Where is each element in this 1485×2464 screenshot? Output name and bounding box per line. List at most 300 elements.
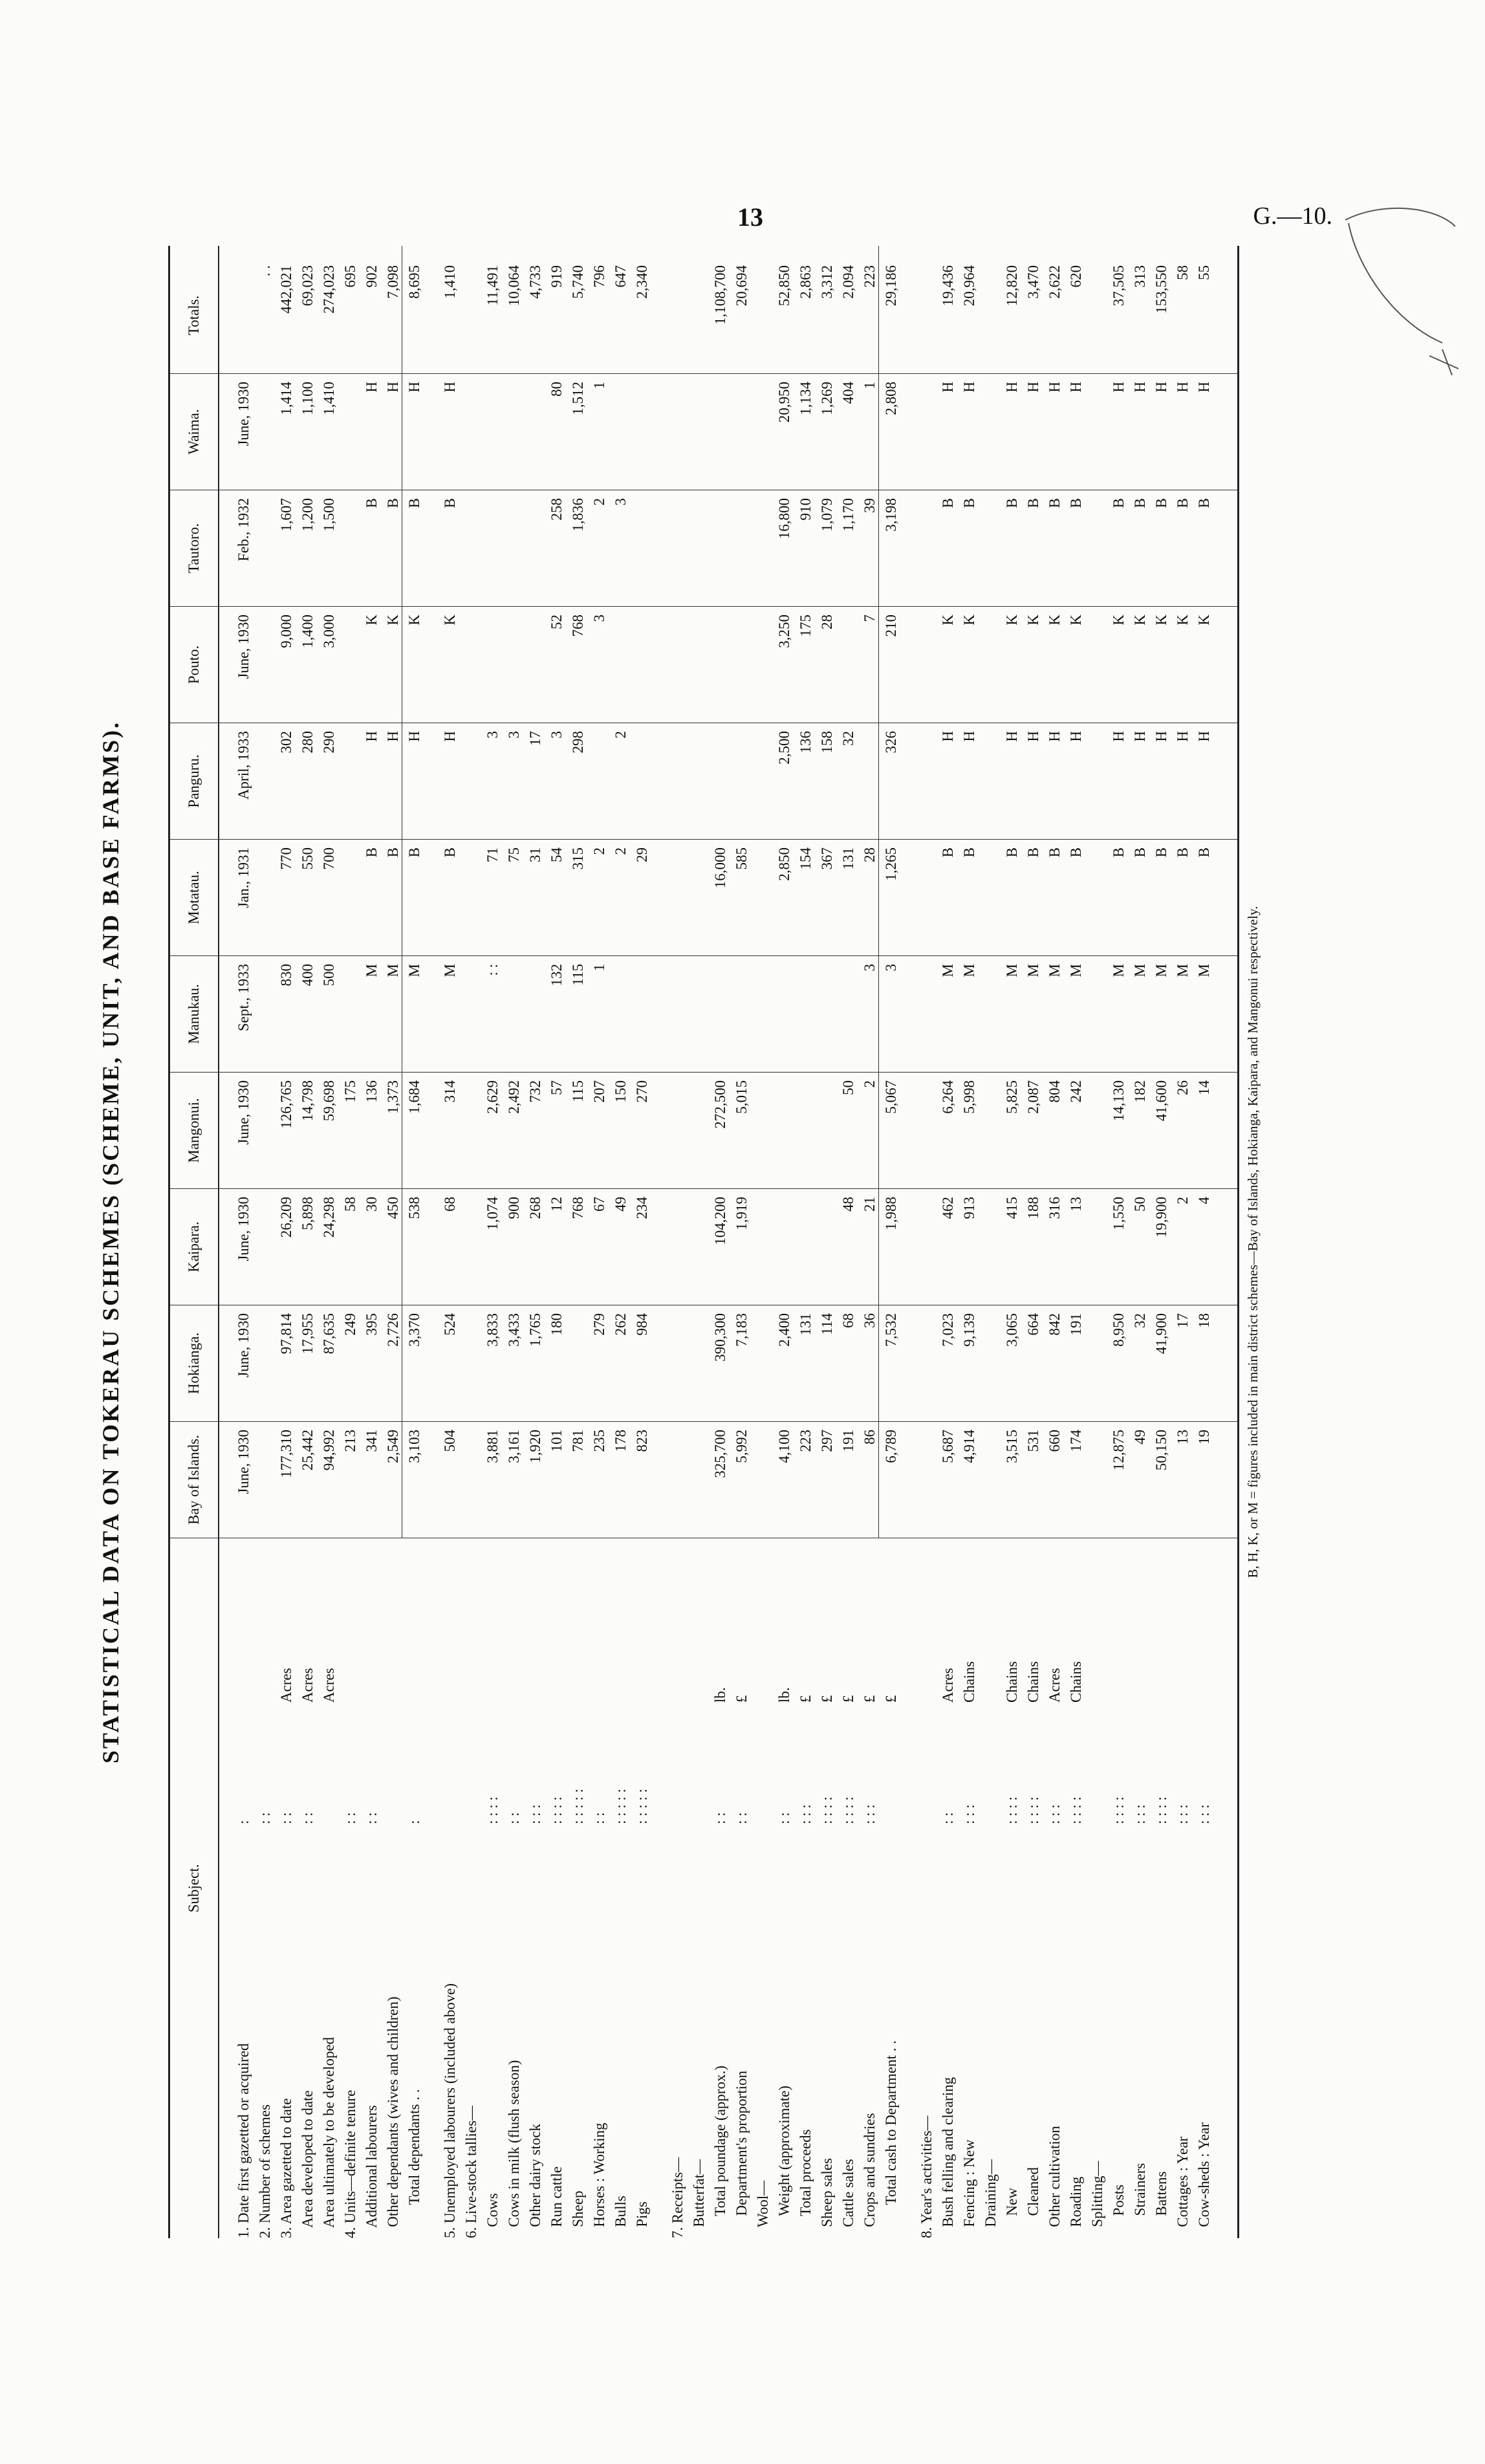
table-cell: 660 [1046,1430,1063,1452]
row-leader-dots: : : : : : [612,1789,629,1824]
table-cell: 2,094 [840,265,856,299]
table-cell: 52 [548,615,565,629]
table-cell: 7,098 [385,265,401,299]
table-cell: 390,300 [712,1313,728,1362]
table-cell: 1,919 [733,1197,750,1230]
table-cell: H [1132,382,1148,393]
table-cell: 442,021 [278,265,294,314]
table-cell: 3,198 [883,498,899,532]
table-cell: 68 [840,1313,856,1328]
table-cell: 71 [484,847,501,862]
table-cell: 210 [883,615,899,637]
table-cell: 188 [1025,1197,1041,1219]
table-cell: B [940,498,956,508]
table-cell: 20,694 [733,265,750,307]
table-cell: B [1025,498,1041,508]
table-cell: B [1111,847,1127,858]
table-row [569,246,587,2238]
table-cell: 153,550 [1153,265,1169,314]
table-cell: K [1132,615,1148,626]
table-cell: B [442,847,458,858]
table-cell: H [1111,382,1127,393]
margin-scribble [1332,194,1462,440]
table-cell: 16,800 [776,498,792,540]
table-cell: 20,964 [961,265,977,307]
table-cell: 3 [506,731,522,739]
row-unit: Chains [961,1661,977,1703]
table-row [918,246,936,2238]
table-cell: 178 [612,1430,629,1452]
table-cell: 768 [570,1197,586,1219]
table-cell: H [406,382,422,393]
row-unit: Acres [1046,1668,1063,1703]
table-cell: H [1004,382,1020,393]
table-cell: 2 [591,498,607,506]
table-cell: 39 [862,498,878,513]
table-cell: K [1175,615,1191,626]
table-cell: K [1196,615,1212,626]
table-cell: 1,684 [406,1080,422,1114]
table-cell: 2,340 [634,265,650,299]
row-subject: 4. Units—definite tenure [342,2089,358,2238]
table-cell: 768 [570,615,586,637]
table-cell: 8,695 [406,265,422,299]
table-cell: B [363,847,380,858]
row-unit: Acres [278,1668,294,1703]
table-cell: 36 [862,1313,878,1328]
table-cell: H [1153,382,1169,393]
table-row [1089,246,1107,2238]
table-cell: K [406,615,422,626]
table-cell: 316 [1046,1197,1063,1219]
row-subject: Additional labourers [363,2105,380,2238]
table-cell: 235 [591,1430,607,1452]
table-cell: : : [484,964,501,976]
table-cell: 325,700 [712,1430,728,1478]
table-row [462,246,481,2238]
table-cell: 13 [1068,1197,1084,1212]
row-leader-dots: : : [299,1812,316,1824]
table-cell: 8,950 [1111,1313,1127,1347]
table-cell: 4,100 [776,1430,792,1463]
table-cell: 3,161 [506,1430,522,1463]
table-cell: 1,988 [883,1197,899,1230]
table-cell: H [940,382,956,393]
table-row [754,246,772,2238]
header-column: Waima. [170,374,218,490]
row-subject: New [1004,2188,1020,2238]
table-cell: 7,532 [883,1313,899,1347]
table-row [363,246,381,2238]
table-cell: 191 [840,1430,856,1452]
table-cell: 2 [1175,1197,1191,1205]
row-subject: Total poundage (approx.) [712,2066,728,2238]
table-row [982,246,1000,2238]
table-cell: 2,087 [1025,1080,1041,1114]
table-row [960,246,979,2238]
table-cell: 150 [612,1080,629,1103]
table-cell: 823 [634,1430,650,1452]
table-cell: M [961,964,977,977]
table-cell: 104,200 [712,1197,728,1245]
table-cell: 620 [1068,265,1084,288]
table-cell: M [406,964,422,977]
table-cell: 14,130 [1111,1080,1127,1122]
row-unit: £ [840,1695,856,1703]
table-cell: H [940,731,956,742]
table-cell: M [1068,964,1084,977]
table-cell: K [442,615,458,626]
row-leader-dots: : [235,1820,252,1824]
row-subject: Splitting— [1089,2161,1105,2238]
row-unit: £ [862,1695,878,1703]
row-unit: Acres [940,1668,956,1703]
table-cell: Sept., 1933 [235,964,252,1032]
header-column: Tautoro. [170,490,218,607]
table-cell: M [442,964,458,977]
row-subject: Total cash to Department . . [883,2040,899,2238]
table-cell: H [1046,731,1063,742]
table-cell: 21 [862,1197,878,1212]
table-row [1174,246,1192,2238]
row-unit: Chains [1068,1661,1084,1703]
row-subject: 6. Live-stock tallies— [463,2105,479,2238]
header-subject: Subject. [186,1864,202,1913]
table-cell: 341 [363,1430,380,1452]
table-cell: 249 [342,1313,358,1336]
table-cell: B [1196,847,1212,858]
table-row [1131,246,1149,2238]
table-cell: 69,023 [299,265,316,307]
row-subject: Wool— [755,2180,771,2238]
table-cell: 830 [278,964,294,987]
table-cell: M [1111,964,1127,977]
header-column: Motatau. [170,840,218,956]
table-cell: 314 [442,1080,458,1103]
table-cell: 910 [797,498,814,521]
row-subject: Fencing : New [961,2139,977,2238]
table-cell: 49 [612,1197,629,1212]
row-subject: 2. Number of schemes [257,2104,273,2238]
table-row [818,246,836,2238]
footnote: B, H, K, or M = figures included in main district schemes—Bay of Islands, Hokianga, Kaipara, and Mangonui respectively. [1245,906,1261,1578]
table-row [711,246,730,2238]
row-leader-dots: : : : : [1025,1796,1041,1824]
table-cell: . . [257,265,273,277]
table-row [1110,246,1128,2238]
table-cell: 984 [634,1313,650,1336]
table-cell: 28 [819,615,835,629]
table-cell: 732 [527,1080,543,1103]
table-cell: 1,108,700 [712,265,728,325]
table-cell: 13 [1175,1430,1191,1445]
table-cell: 5,992 [733,1430,750,1463]
table-cell: 3 [548,731,565,739]
table-cell: 315 [570,847,586,870]
row-subject: Crops and sundries [862,2113,878,2238]
row-subject: Area ultimately to be developed [321,2036,337,2238]
table-cell: 97,814 [278,1313,294,1355]
table-cell: B [406,847,422,858]
table-cell: June, 1930 [235,615,252,679]
table-cell: 12,875 [1111,1430,1127,1471]
table-cell: 28 [862,847,878,862]
row-leader-dots: : : : : : [570,1789,586,1824]
table-cell: 2 [612,847,629,855]
table-cell: 17,955 [299,1313,316,1355]
table-cell: 1 [591,964,607,972]
table-cell: 538 [406,1197,422,1219]
table-cell: 3,312 [819,265,835,299]
table-cell: 796 [591,265,607,288]
table-cell: H [1153,731,1169,742]
table-cell: 2,808 [883,382,899,415]
table-cell: 52,850 [776,265,792,307]
header-column: Hokianga. [170,1305,218,1422]
row-leader-dots: : [406,1820,422,1824]
table-cell: 75 [506,847,522,862]
row-subject: Cow-sheds : Year [1196,2122,1212,2238]
table-cell: 2,726 [385,1313,401,1347]
table-cell: 7,183 [733,1313,750,1347]
table-cell: 913 [961,1197,977,1219]
row-subject: Pigs [634,2201,650,2238]
table-cell: 3,065 [1004,1313,1020,1347]
row-leader-dots: : : [506,1812,522,1824]
table-cell: 367 [819,847,835,870]
table-row [484,246,502,2238]
table-cell: K [1004,615,1020,626]
table-cell: April, 1933 [235,731,252,800]
table-cell: B [1068,498,1084,508]
table-cell: 550 [299,847,316,870]
table-row [840,246,858,2238]
table-cell: 1,512 [570,382,586,415]
table-row [384,246,402,2238]
table-row [320,246,338,2238]
table-cell: 58 [342,1197,358,1212]
table-cell: 26 [1175,1080,1191,1095]
row-subject: Horses : Working [591,2122,607,2238]
table-cell: K [363,615,380,626]
table-cell: 1 [862,382,878,389]
row-subject: Area developed to date [299,2090,316,2238]
table-cell: 504 [442,1430,458,1452]
table-cell: 17 [1175,1313,1191,1328]
table-cell: H [1132,731,1148,742]
table-cell: 900 [506,1197,522,1219]
row-subject: Posts [1111,2184,1127,2238]
table-cell: 462 [940,1197,956,1219]
table-cell: 5,067 [883,1080,899,1114]
row-subject: Other cultivation [1046,2126,1063,2238]
table-cell: 175 [342,1080,358,1103]
table-cell: 191 [1068,1313,1084,1336]
row-leader-dots: : : : [1046,1804,1063,1824]
table-cell: 12 [548,1197,565,1212]
row-leader-dots: : : : : [548,1796,565,1824]
table-row [548,246,566,2238]
table-cell: 101 [548,1430,565,1452]
table-row [797,246,815,2238]
table-cell: 3,103 [406,1430,422,1463]
header-column: Mangonui. [170,1073,218,1189]
table-cell: 1,765 [527,1313,543,1347]
row-subject: 5. Unemployed labourers (included above) [442,1983,458,2238]
table-row [633,246,651,2238]
table-cell: 3,433 [506,1313,522,1347]
row-subject: Butterfat— [691,2159,707,2238]
row-subject: Other dairy stock [527,2124,543,2238]
row-unit: lb. [776,1687,792,1703]
row-subject: Other dependants (wives and children) [385,1996,401,2238]
row-subject: Total proceeds [797,2129,814,2238]
table-cell: 804 [1046,1080,1063,1103]
table-cell: H [442,731,458,742]
row-leader-dots: : : [257,1812,273,1824]
row-subject: Department's proportion [733,2070,750,2238]
table-cell: M [940,964,956,977]
table-row [341,246,360,2238]
table-cell: 531 [1025,1430,1041,1452]
table-cell: 7 [862,615,878,622]
table-cell: H [1196,382,1212,393]
table-cell: 4 [1196,1197,1212,1205]
table-cell: 842 [1046,1313,1063,1336]
row-unit: £ [819,1695,835,1703]
table-cell: 2,400 [776,1313,792,1347]
table-cell: 115 [570,1080,586,1102]
row-subject: Total dependants . . [406,2089,422,2238]
table-cell: 223 [862,265,878,288]
table-cell: 16,000 [712,847,728,889]
table-cell: B [1004,847,1020,858]
table-cell: M [1004,964,1020,977]
table-cell: 404 [840,382,856,404]
table-cell: 41,600 [1153,1080,1169,1122]
table-cell: K [1025,615,1041,626]
table-cell: 26,209 [278,1197,294,1238]
row-subject: 3. Area gazetted to date [278,2098,294,2238]
table-cell: 131 [840,847,856,870]
table-cell: 94,992 [321,1430,337,1471]
table-cell: H [363,382,380,393]
table-cell: M [1153,964,1169,977]
table-cell: 1,920 [527,1430,543,1463]
table-cell: June, 1930 [235,1080,252,1145]
table-cell: B [1025,847,1041,858]
table-cell: H [1025,382,1041,393]
row-subject: Strainers [1132,2163,1148,2238]
table-row [733,246,751,2238]
table-cell: H [961,382,977,393]
table-row [612,246,630,2238]
table-cell: H [1068,382,1084,393]
table-cell: 180 [548,1313,565,1336]
table-cell: B [1046,498,1063,508]
table-cell: B [961,847,977,858]
table-cell: K [1046,615,1063,626]
table-cell: 6,789 [883,1430,899,1463]
table-cell: 1,074 [484,1197,501,1230]
table-cell: K [1153,615,1169,626]
row-leader-dots: : : [733,1812,750,1824]
row-leader-dots: : : : : [1004,1796,1020,1824]
table-cell: 20,950 [776,382,792,423]
row-unit: Acres [299,1668,316,1703]
table-cell: 24,298 [321,1197,337,1238]
table-cell: 272,500 [712,1080,728,1129]
table-cell: H [961,731,977,742]
row-leader-dots: : : : : [1111,1796,1127,1824]
table-cell: 213 [342,1430,358,1452]
table-cell: 182 [1132,1080,1148,1103]
table-cell: 500 [321,964,337,987]
table-cell: H [1111,731,1127,742]
table-cell: K [1068,615,1084,626]
table-cell: 14,798 [299,1080,316,1122]
table-cell: 270 [634,1080,650,1103]
table-cell: 268 [527,1197,543,1219]
row-leader-dots: : : [591,1812,607,1824]
table-cell: Jan., 1931 [235,847,252,908]
row-leader-dots: : : : [1132,1804,1148,1824]
row-leader-dots: : : : : : [634,1789,650,1824]
table-cell: 3,370 [406,1313,422,1347]
row-unit: Acres [321,1668,337,1703]
table-cell: 132 [548,964,565,987]
row-unit: £ [797,1695,814,1703]
table-cell: 450 [385,1197,401,1219]
table-cell: B [1004,498,1020,508]
row-leader-dots: : : : [862,1804,878,1824]
table-row [690,246,708,2238]
table-cell: 2,492 [506,1080,522,1114]
row-subject: Cleaned [1025,2167,1041,2238]
row-leader-dots: : : : [1196,1804,1212,1824]
table-cell: B [1175,498,1191,508]
table-cell: M [1046,964,1063,977]
table-cell: 3 [591,615,607,622]
row-leader-dots: : : [363,1812,380,1824]
row-subject: Cottages : Year [1175,2136,1191,2238]
table-cell: 2 [591,847,607,855]
row-subject: Bulls [612,2196,629,2238]
table-cell: 1,170 [840,498,856,532]
table-cell: 695 [342,265,358,288]
table-cell: 2 [862,1080,878,1088]
table-cell: 67 [591,1197,607,1212]
row-subject: Cows [484,2193,501,2238]
row-leader-dots: : : : : [1153,1796,1169,1824]
row-subject: 8. Year's activities— [918,2115,935,2238]
table-cell: 280 [299,731,316,754]
table-cell: 58 [1175,265,1191,280]
table-cell: 3 [862,964,878,972]
table-cell: 49 [1132,1430,1148,1445]
row-leader-dots: : : [776,1812,792,1824]
table-row [775,246,794,2238]
table-cell: 29 [634,847,650,862]
table-cell: June, 1930 [235,1430,252,1494]
table-cell: 68 [442,1197,458,1212]
row-unit: £ [883,1695,899,1703]
table-cell: B [1153,847,1169,858]
table-cell: H [1175,731,1191,742]
row-subject: 1. Date first gazetted or acquired [235,2043,252,2238]
table-cell: 5,825 [1004,1080,1020,1114]
row-unit: Chains [1004,1661,1020,1703]
